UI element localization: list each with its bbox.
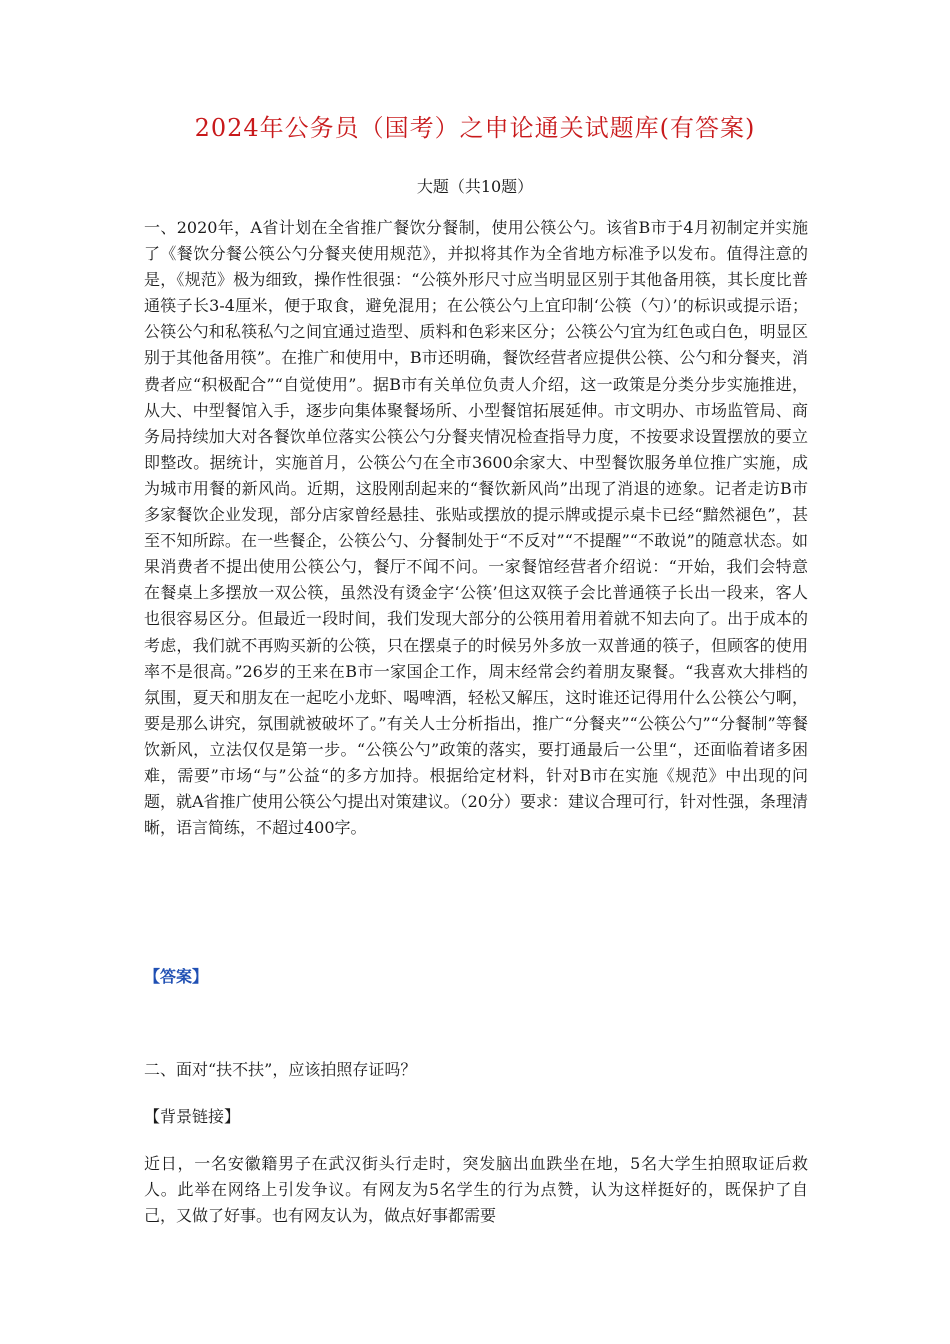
question-1-text: 一、2020年，A省计划在全省推广餐饮分餐制，使用公筷公勺。该省B市于4月初制定并实施了《餐饮分餐公筷公勺分餐夹使用规范》，并拟将其作为全省地方标准予以发布。值得注意的是，《规范》极为细致，操作性很强：“公筷外形尺寸应当明显区别于其他备用筷，其长度比普通筷子长3-4厘米，便于取食，避免混用；在公筷公勺上宜印制‘公筷（勺）’的标识或提示语；公筷公勺和私筷私勺之间宜通过造型、质料和色彩来区分；公筷公勺宜为红色或白色，明显区别于其他备用筷”。在推广和使用中，B市还明确，餐饮经营者应提供公筷、公勺和分餐夹，消费者应“积极配合”“自觉使用”。据B市有关单位负责人介绍，这一政策是分类分步实施推进，从大、中型餐馆入手，逐步向集体聚餐场所、小型餐馆拓展延伸。市文明办、市场监管局、商务局持续加大对各餐饮单位落实公筷公勺分餐夹情况检查指导力度，不按要求设置摆放的要立即整改。据统计，实施首月，公筷公勺在全市3600余家大、中型餐饮服务单位推广实施，成为城市用餐的新风尚。近期，这股刚刮起来的“餐饮新风尚”出现了消退的迹象。记者走访B市多家餐饮企业发现，部分店家曾经悬挂、张贴或摆放的提示牌或提示桌卡已经“黯然褪色”，甚至不知所踪。在一些餐企，公筷公勺、分餐制处于“不反对”“不提醒”“不敢说”的随意状态。如果消费者不提出使用公筷公勺，餐厅不闻不问。一家餐馆经营者介绍说：“开始，我们会特意在餐桌上多摆放一双公筷，虽然没有烫金字‘公筷’但这双筷子会比普通筷子长出一段来，客人也很容易区分。但最近一段时间，我们发现大部分的公筷用着用着就不知去向了。出于成本的考虑，我们就不再购买新的公筷，只在摆桌子的时候另外多放一双普通的筷子，但顾客的使用率不是很高。”26岁的王来在B市一家国企工作，周末经常会约着朋友聚餐。“我喜欢大排档的氛围，夏天和朋友在一起吃小龙虾、喝啤酒，轻松又解压，这时谁还记得用什么公筷公勺啊，要是那么讲究，氛围就被破坏了。”有关人士分析指出，推广“分餐夹”“公筷公勺”“分餐制”等餐饮新风，立法仅仅是第一步。“公筷公勺”政策的落实，要打通最后一公里“，还面临着诸多困难，需要”市场“与”公益“的多方加持。根据给定材料，针对B市在实施《规范》中出现的问题，就A省推广使用公筷公勺提出对策建议。（20分）要求：建议合理可行，针对性强，条理清晰，语言简练，不超过400字。 xyxy=(144,218,808,838)
document-title: 2024年公务员（国考）之申论通关试题库(有答案) xyxy=(194,114,756,142)
background-link-label: 【背景链接】 xyxy=(144,1107,241,1126)
section-heading: 大题（共10题） xyxy=(416,177,534,196)
answer-label: 【答案】 xyxy=(144,967,209,986)
question-2-title: 二、面对“扶不扶”，应该拍照存证吗？ xyxy=(144,1060,417,1079)
question-2-text: 近日，一名安徽籍男子在武汉街头行走时，突发脑出血跌坐在地，5名大学生拍照取证后救人。此举在网络上引发争议。有网友为5名学生的行为点赞，认为这样挺好的，既保护了自己，又做了好事。也有网友认为，做点好事都需要 xyxy=(144,1154,808,1226)
